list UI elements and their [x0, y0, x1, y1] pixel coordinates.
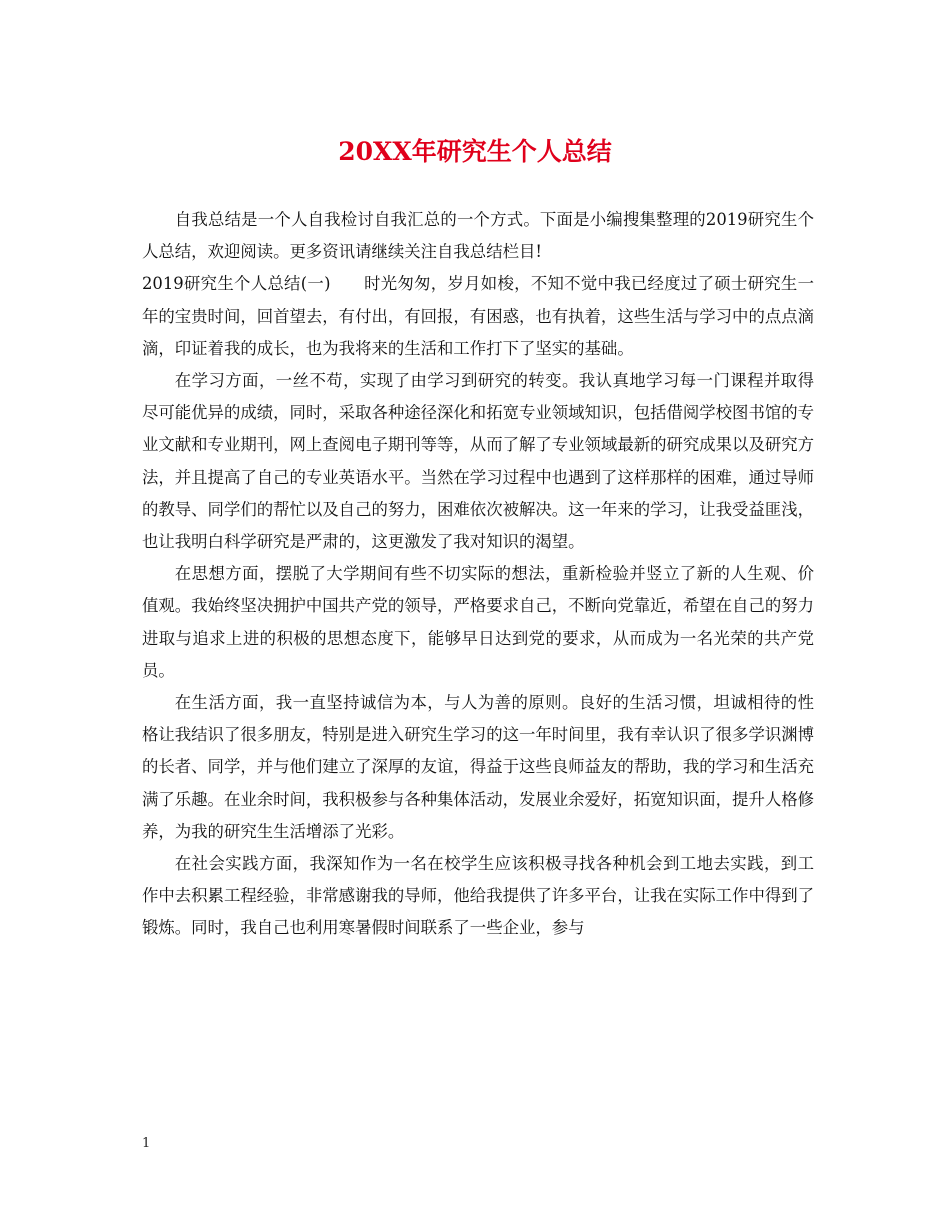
document-body: [142, 204, 814, 945]
document-title: 20XX年研究生个人总结: [338, 137, 612, 166]
paragraph-study: 在学习方面，一丝不苟，实现了由学习到研究的转变。我认真地学习每一门课程并取得尽可能优异的成绩，同时，采取各种途径深化和拓宽专业领域知识，包括借阅学校图书馆的专业文献和专业期刊，网上查阅电子期刊等等，从而了解了专业领域最新的研究成果以及研究方法，并且提高了自己的专业英语水平。当然在学习过程中也遇到了这样那样的困难，通过导师的教导、同学们的帮忙以及自己的努力，困难依次被解决。这一年来的学习，让我受益匪浅，也让我明白科学研究是严肃的，这更激发了我对知识的渴望。: [142, 371, 815, 552]
paragraph-life: 在生活方面，我一直坚持诚信为本，与人为善的原则。良好的生活习惯，坦诚相待的性格让我结识了很多朋友，特别是进入研究生学习的这一年时间里，我有幸认识了很多学识渊博的长者、同学，并与他们建立了深厚的友谊，得益于这些良师益友的帮助，我的学习和生活充满了乐趣。在业余时间，我积极参与各种集体活动，发展业余爱好，拓宽知识面，提升人格修养，为我的研究生生活增添了光彩。: [142, 693, 815, 841]
paragraph-intro: 自我总结是一个人自我检讨自我汇总的一个方式。下面是小编搜集整理的2019研究生个人总结，欢迎阅读。更多资讯请继续关注自我总结栏目!: [142, 210, 814, 262]
paragraph-thought: 在思想方面，摆脱了大学期间有些不切实际的想法，重新检验并竖立了新的人生观、价值观。我始终坚决拥护中国共产党的领导，严格要求自己，不断向党靠近，希望在自己的努力进取与追求上进的积极的思想态度下，能够早日达到党的要求，从而成为一名光荣的共产党员。: [142, 564, 815, 680]
paragraph-practice: 在社会实践方面，我深知作为一名在校学生应该积极寻找各种机会到工地去实践，到工作中去积累工程经验，非常感谢我的导师，他给我提供了许多平台，让我在实际工作中得到了锻炼。同时，我自己也利用寒暑假时间联系了一些企业，参与: [142, 854, 815, 938]
page-number: 1: [142, 1136, 151, 1151]
paragraph-summary-one: 2019研究生个人总结(一) 时光匆匆，岁月如梭，不知不觉中我已经度过了硕士研究生一年的宝贵时间，回首望去，有付出，有回报，有困惑，也有执着，这些生活与学习中的点点滴滴，印证着我的成长，也为我将来的生活和工作打下了坚实的基础。: [142, 274, 815, 358]
